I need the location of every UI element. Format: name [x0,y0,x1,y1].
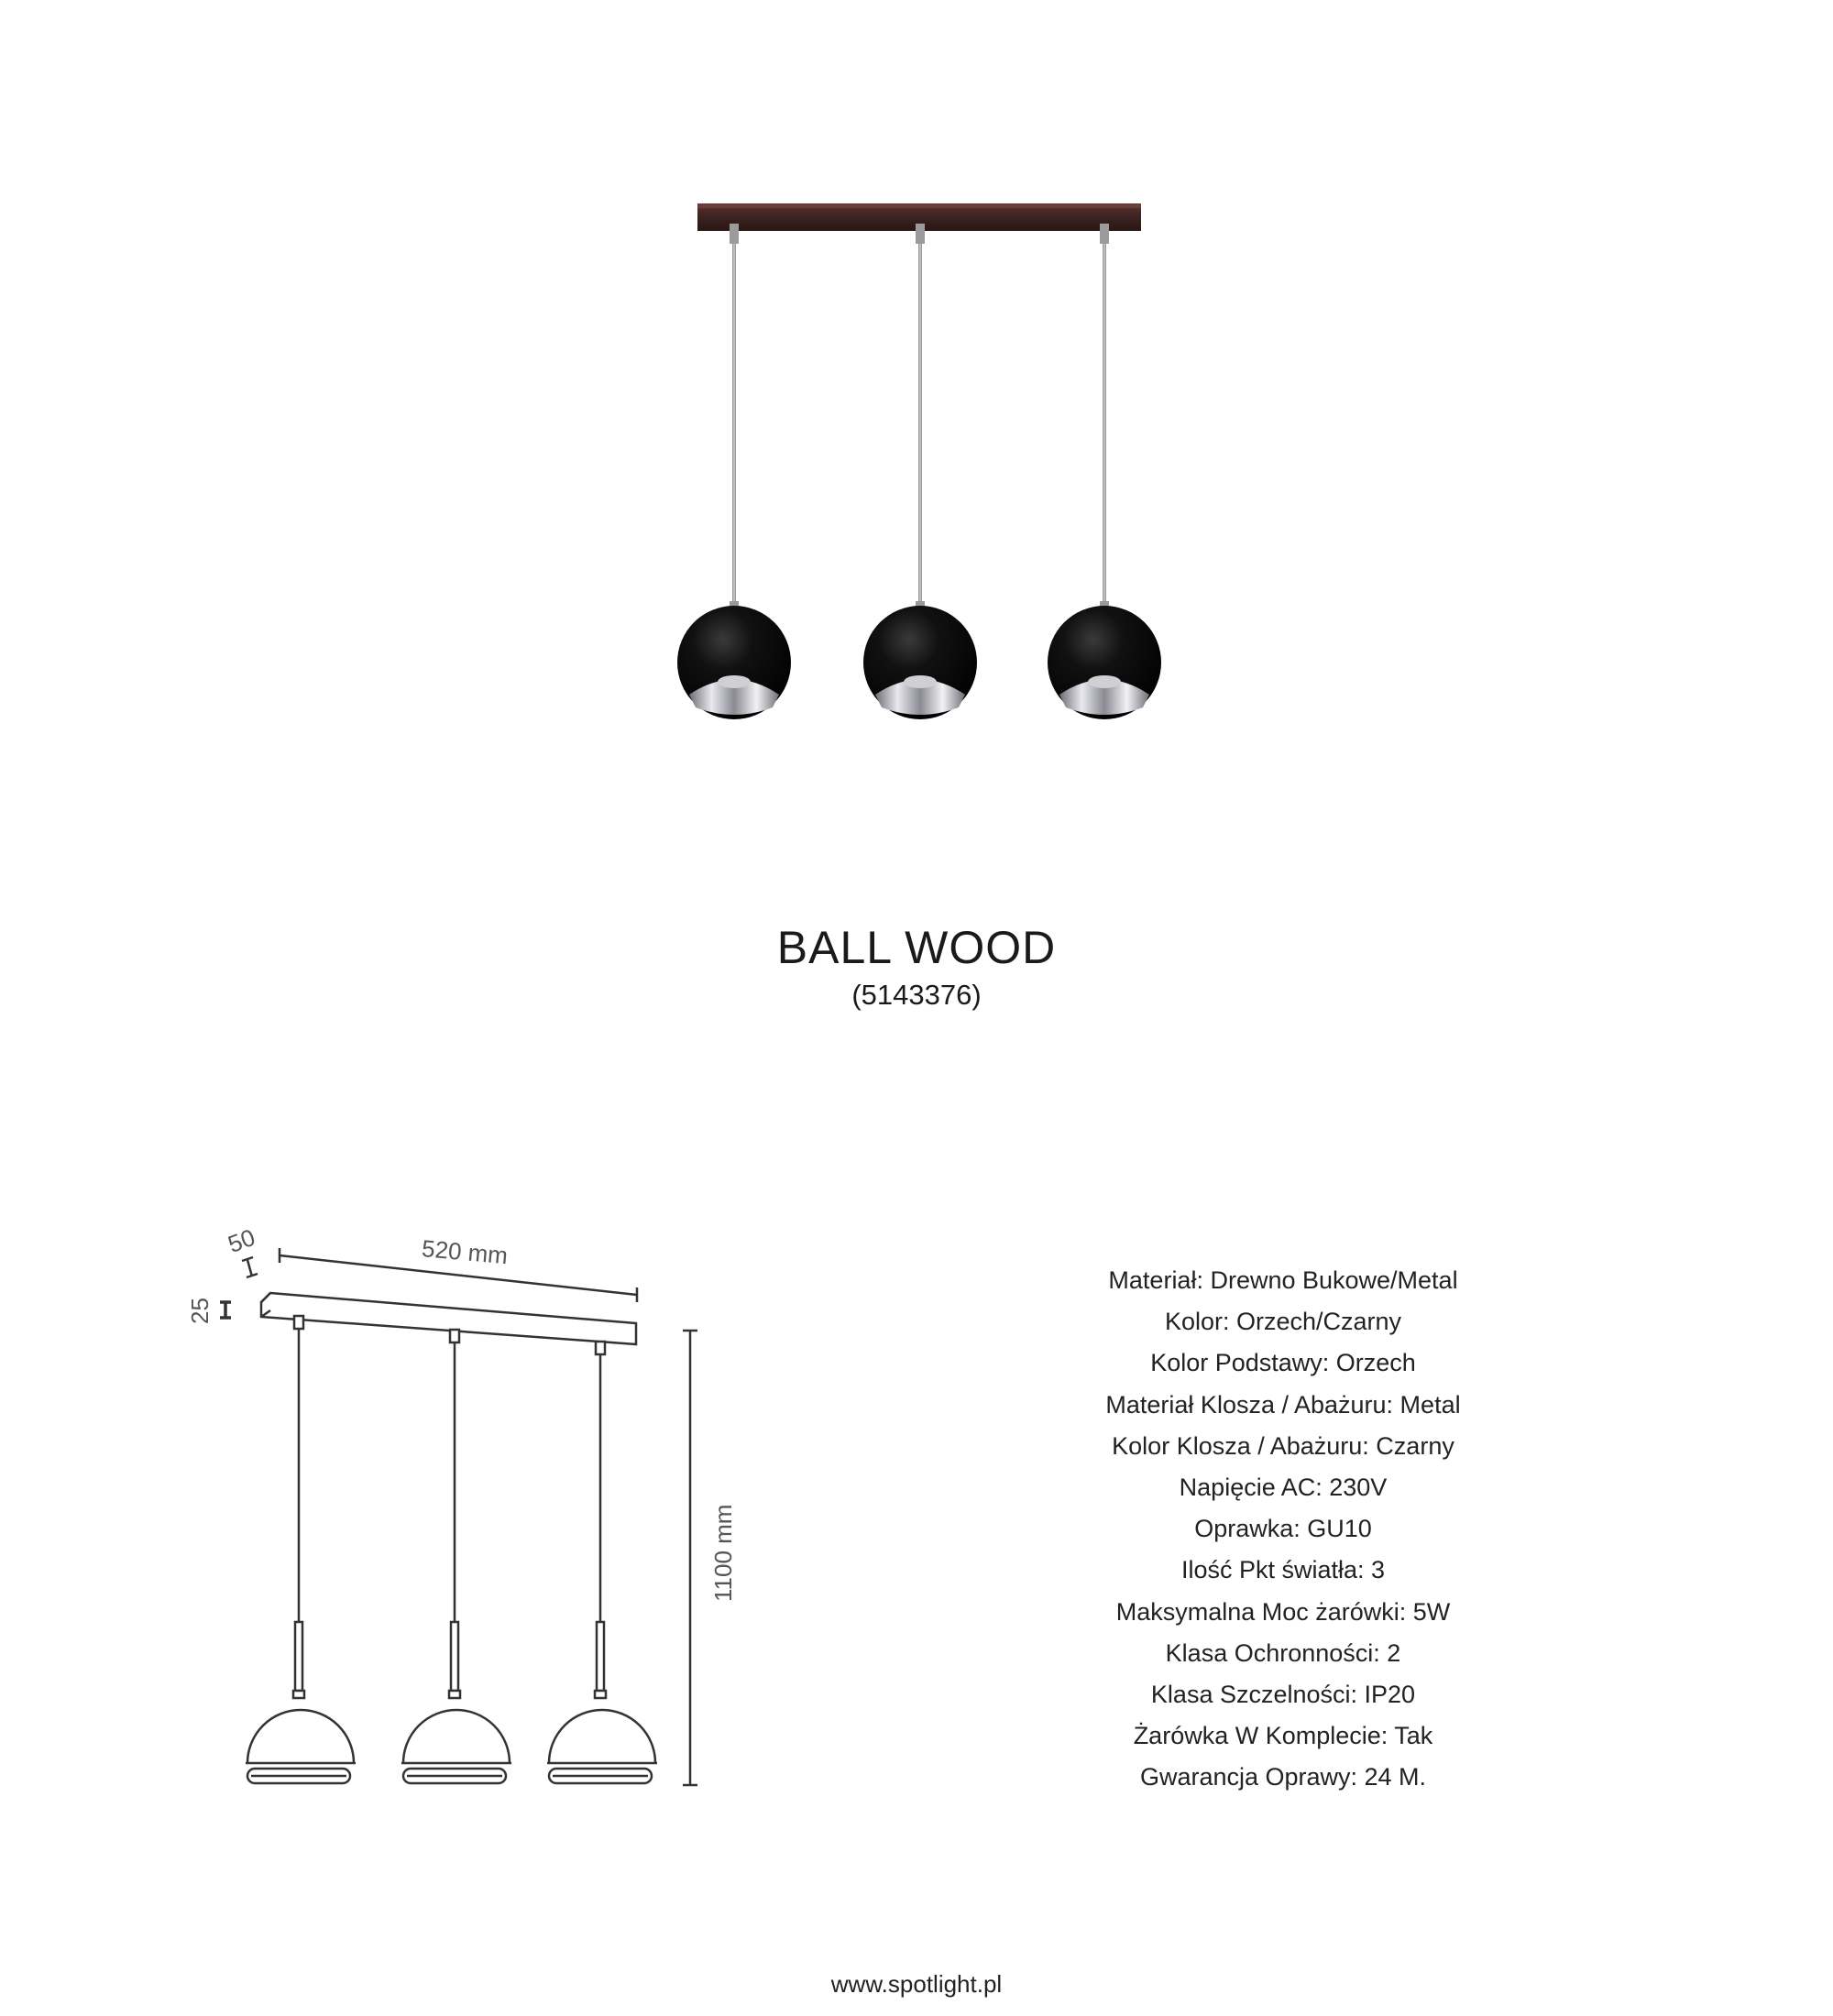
website-link[interactable]: www.spotlight.pl [830,1970,1003,1998]
spec-shade-material: Materiał Klosza / Abażuru: Metal [1105,1390,1461,1419]
spec-material: Materiał: Drewno Bukowe/Metal [1108,1266,1458,1294]
pendant-drawing [246,1316,356,1783]
product-code: (5143376) [851,979,982,1011]
product-name: BALL WOOD [776,922,1057,973]
spec-shade-color: Kolor Klosza / Abażuru: Czarny [1112,1431,1454,1460]
depth-label: 50 [224,1222,259,1258]
width-label: 520 mm [421,1234,510,1270]
height-label: 25 [186,1298,214,1324]
spec-max-power: Maksymalna Moc żarówki: 5W [1115,1597,1451,1626]
spec-bulb-included: Żarówka W Komplecie: Tak [1133,1722,1433,1750]
spec-base-color: Kolor Podstawy: Orzech [1150,1349,1416,1377]
drop-label: 1100 mm [709,1504,737,1602]
spec-protection-class: Klasa Ochronności: 2 [1165,1638,1401,1667]
pendant-drawing [401,1330,511,1783]
spec-socket: Oprawka: GU10 [1194,1515,1372,1543]
spec-voltage: Napięcie AC: 230V [1179,1474,1388,1502]
spec-color: Kolor: Orzech/Czarny [1164,1308,1402,1336]
spec-light-points: Ilość Pkt światła: 3 [1180,1556,1386,1584]
spec-warranty: Gwarancja Oprawy: 24 M. [1139,1763,1427,1791]
pendant-drawing [547,1342,657,1783]
spec-ip-rating: Klasa Szczelności: IP20 [1150,1681,1416,1709]
specifications-list [1008,1260,1558,1799]
